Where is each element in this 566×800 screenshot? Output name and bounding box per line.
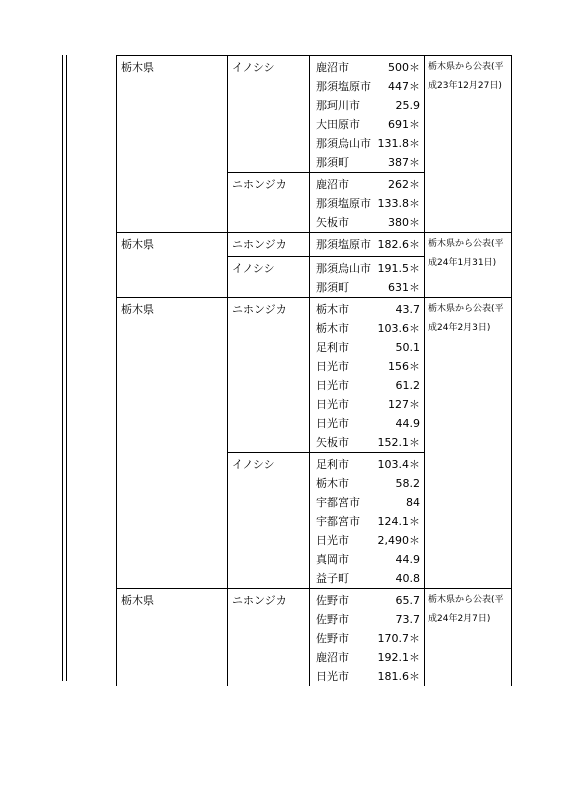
city-name: 日光市 [316,417,349,430]
measured-value: 131.8＊ [377,137,420,150]
measured-value: 133.8＊ [377,197,420,210]
species-cell [228,257,310,298]
measured-value: 50.1 [395,341,420,354]
list-item [310,357,424,376]
species-cell [228,56,310,173]
measured-value: 262＊ [388,178,420,191]
location-list [310,173,424,232]
source-note: 栃木県から公表(平成24年1月31日) [428,239,504,268]
measured-value: 380＊ [388,216,420,229]
game-meat-radiation-table [116,55,512,686]
city-name: 宇都宮市 [316,496,360,509]
source-note-cell [425,56,512,233]
source-note: 栃木県から公表(平成24年2月7日) [428,595,504,624]
prefecture-cell [117,56,228,233]
location-list [310,298,424,452]
city-name: 佐野市 [316,594,349,607]
measured-value: 73.7 [395,613,420,626]
species-label: ニホンジカ [232,178,287,191]
list-item [310,629,424,648]
list-item [310,610,424,629]
location-value-cell [310,257,425,298]
city-name: 日光市 [316,379,349,392]
location-value-cell [310,56,425,173]
measured-value: 103.6＊ [377,322,420,335]
list-item [310,667,424,686]
measured-value: 152.1＊ [377,436,420,449]
list-item [310,134,424,153]
city-name: 鹿沼市 [316,651,349,664]
measured-value: 44.9 [395,417,420,430]
measured-value: 192.1＊ [377,651,420,664]
species-label: イノシシ [232,458,275,471]
prefecture-label: 栃木県 [121,61,154,74]
city-name: 矢板市 [316,436,349,449]
measured-value: 44.9 [395,553,420,566]
species-cell [228,173,310,233]
city-name: 栃木市 [316,303,349,316]
city-name: 那須町 [316,281,349,294]
table-row [117,56,512,173]
city-name: 鹿沼市 [316,178,349,191]
city-name: 大田原市 [316,118,360,131]
source-note-cell [425,233,512,298]
species-label: イノシシ [232,262,275,275]
list-item [310,153,424,172]
list-item [310,433,424,452]
city-name: 栃木市 [316,477,349,490]
prefecture-label: 栃木県 [121,238,154,251]
city-name: 日光市 [316,360,349,373]
list-item [310,175,424,194]
list-item [310,493,424,512]
list-item [310,531,424,550]
measured-value: 500＊ [388,61,420,74]
city-name: 日光市 [316,670,349,683]
species-label: ニホンジカ [232,594,287,607]
species-cell [228,298,310,453]
species-cell [228,233,310,257]
location-value-cell [310,298,425,453]
list-item [310,591,424,610]
location-value-cell [310,173,425,233]
city-name: 矢板市 [316,216,349,229]
table-row [117,589,512,687]
measured-value: 58.2 [395,477,420,490]
measured-value: 191.5＊ [377,262,420,275]
location-list [310,453,424,588]
table-body [117,56,512,687]
list-item [310,278,424,297]
city-name: 那須塩原市 [316,80,371,93]
prefecture-label: 栃木県 [121,594,154,607]
measured-value: 181.6＊ [377,670,420,683]
measured-value: 43.7 [395,303,420,316]
measured-value: 40.8 [395,572,420,585]
list-item [310,569,424,588]
left-margin-rule-1 [62,55,63,681]
prefecture-cell [117,233,228,298]
measured-value: 170.7＊ [377,632,420,645]
measured-value: 61.2 [395,379,420,392]
city-name: 那須烏山市 [316,262,371,275]
measured-value: 182.6＊ [377,238,420,251]
city-name: 足利市 [316,341,349,354]
measured-value: 156＊ [388,360,420,373]
species-label: イノシシ [232,61,275,74]
table-row [117,233,512,257]
location-value-cell [310,233,425,257]
city-name: 那須塩原市 [316,238,371,251]
city-name: 宇都宮市 [316,515,360,528]
city-name: 那須町 [316,156,349,169]
city-name: 益子町 [316,572,349,585]
city-name: 佐野市 [316,632,349,645]
city-name: 日光市 [316,534,349,547]
location-value-cell [310,589,425,687]
list-item [310,395,424,414]
measured-value: 631＊ [388,281,420,294]
species-cell [228,453,310,589]
prefecture-cell [117,298,228,589]
location-list [310,257,424,297]
measured-value: 65.7 [395,594,420,607]
city-name: 佐野市 [316,613,349,626]
list-item [310,376,424,395]
left-margin-rule-2 [66,55,67,681]
measured-value: 25.9 [395,99,420,112]
list-item [310,474,424,493]
measured-value: 2,490＊ [377,534,420,547]
table-row [117,298,512,453]
species-label: ニホンジカ [232,303,287,316]
prefecture-label: 栃木県 [121,303,154,316]
measured-value: 84 [406,496,420,509]
source-note-cell [425,298,512,589]
list-item [310,77,424,96]
list-item [310,58,424,77]
city-name: 那須烏山市 [316,137,371,150]
city-name: 鹿沼市 [316,61,349,74]
source-note: 栃木県から公表(平成24年2月3日) [428,304,504,333]
list-item [310,648,424,667]
list-item [310,194,424,213]
location-list [310,233,424,254]
list-item [310,115,424,134]
list-item [310,96,424,115]
list-item [310,319,424,338]
city-name: 那須塩原市 [316,197,371,210]
list-item [310,259,424,278]
list-item [310,235,424,254]
location-list [310,56,424,172]
list-item [310,213,424,232]
city-name: 日光市 [316,398,349,411]
species-label: ニホンジカ [232,238,287,251]
list-item [310,338,424,357]
source-note: 栃木県から公表(平成23年12月27日) [428,62,504,91]
location-value-cell [310,453,425,589]
location-list [310,589,424,686]
city-name: 足利市 [316,458,349,471]
measured-value: 387＊ [388,156,420,169]
city-name: 栃木市 [316,322,349,335]
list-item [310,550,424,569]
city-name: 真岡市 [316,553,349,566]
prefecture-cell [117,589,228,687]
measured-value: 103.4＊ [377,458,420,471]
measured-value: 691＊ [388,118,420,131]
city-name: 那珂川市 [316,99,360,112]
species-cell [228,589,310,687]
list-item [310,300,424,319]
list-item [310,455,424,474]
measured-value: 124.1＊ [377,515,420,528]
list-item [310,512,424,531]
measured-value: 447＊ [388,80,420,93]
list-item [310,414,424,433]
measured-value: 127＊ [388,398,420,411]
source-note-cell [425,589,512,687]
